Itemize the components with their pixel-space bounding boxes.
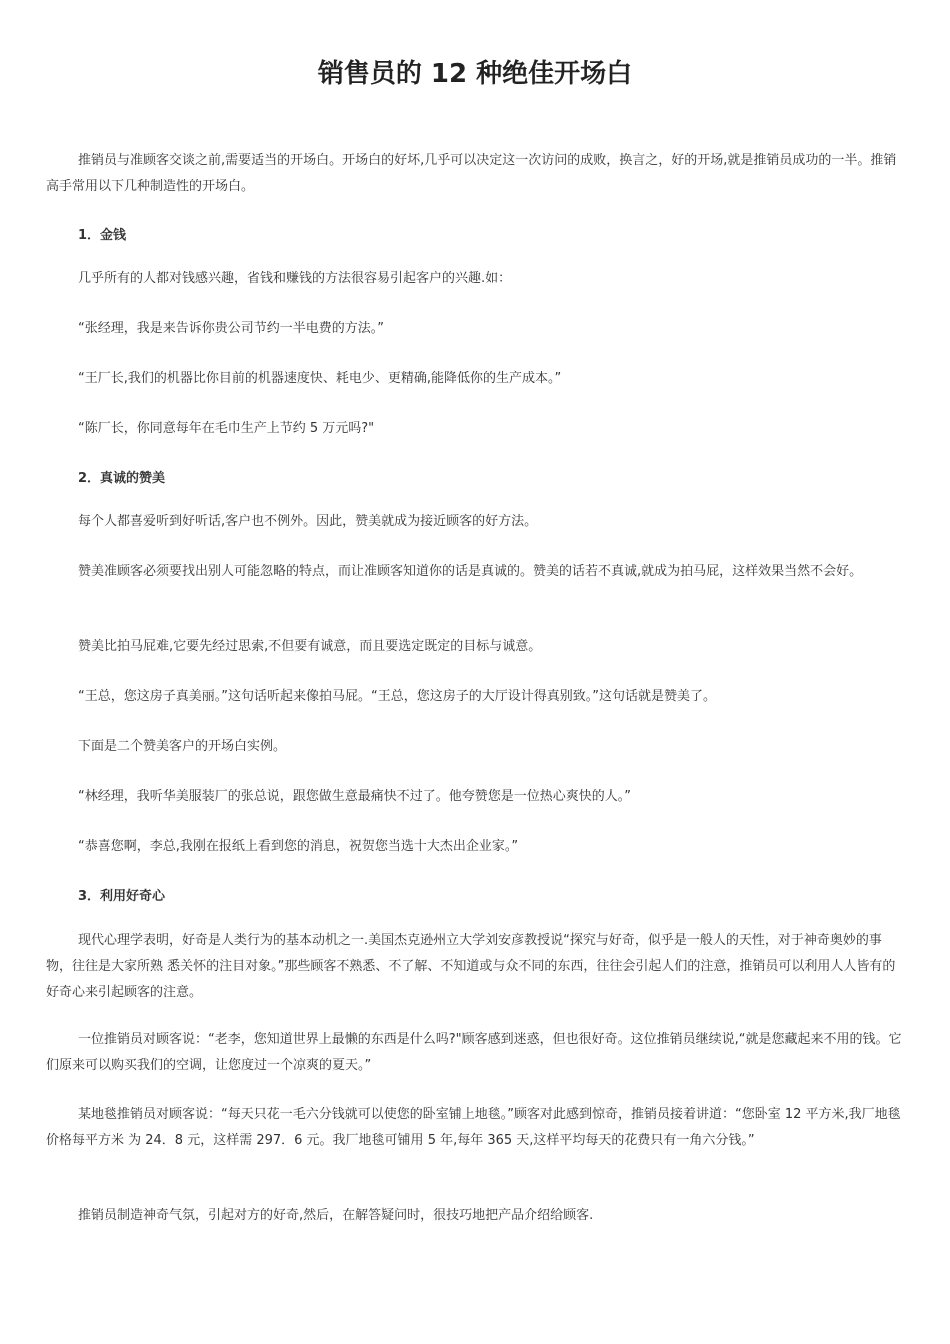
paragraph: “王总，您这房子真美丽。”这句话听起来像拍马屁。“王总，您这房子的大厅设计得真别致。”这句话就是赞美了。 [78, 689, 716, 704]
quote-paragraph: “王厂长,我们的机器比你目前的机器速度快、耗电少、更精确,能降低你的生产成本。” [78, 371, 562, 386]
quote-paragraph: “林经理，我听华美服装厂的张总说，跟您做生意最痛快不过了。他夸赞您是一位热心爽快的人。” [78, 789, 631, 804]
section-heading-money: 1．金钱 [78, 228, 127, 243]
quote-paragraph: “恭喜您啊，李总,我刚在报纸上看到您的消息，祝贺您当选十大杰出企业家。” [78, 839, 519, 854]
paragraph: 某地毯推销员对顾客说：“每天只花一毛六分钱就可以使您的卧室铺上地毯。”顾客对此感到惊奇，推销员接着讲道：“您卧室 12 平方米,我厂地毯价格每平方米 为 24．8 元，这样需 297．6 元。我厂地毯可铺用 5 年,每年 365 天,这样平均每天的花费只有一角六分钱。” [46, 1107, 901, 1148]
quote-paragraph: “张经理，我是来告诉你贵公司节约一半电费的方法。” [78, 321, 384, 336]
paragraph: 几乎所有的人都对钱感兴趣，省钱和赚钱的方法很容易引起客户的兴趣.如： [78, 271, 512, 286]
paragraph: 赞美准顾客必须要找出别人可能忽略的特点，而让准顾客知道你的话是真诚的。赞美的话若不真诚,就成为拍马屁，这样效果当然不会好。 [78, 564, 863, 579]
quote-paragraph: “陈厂长，你同意每年在毛巾生产上节约 5 万元吗?" [78, 421, 375, 436]
paragraph: 推销员制造神奇气氛，引起对方的好奇,然后，在解答疑问时，很技巧地把产品介绍给顾客. [78, 1208, 594, 1223]
paragraph: 赞美比拍马屁难,它要先经过思索,不但要有诚意，而且要选定既定的目标与诚意。 [78, 639, 542, 654]
section-heading-curiosity: 3．利用好奇心 [78, 889, 166, 904]
paragraph: 一位推销员对顾客说：“老李，您知道世界上最懒的东西是什么吗?"顾客感到迷惑，但也很好奇。这位推销员继续说,“就是您藏起来不用的钱。它们原来可以购买我们的空调，让您度过一个凉爽的夏天。” [46, 1032, 902, 1073]
intro-paragraph: 推销员与准顾客交谈之前,需要适当的开场白。开场白的好坏,几乎可以决定这一次访问的成败，换言之，好的开场,就是推销员成功的一半。推销高手常用以下几种制造性的开场白。 [46, 153, 897, 194]
paragraph: 每个人都喜爱听到好听话,客户也不例外。因此，赞美就成为接近顾客的好方法。 [78, 514, 538, 529]
paragraph: 现代心理学表明，好奇是人类行为的基本动机之一.美国杰克逊州立大学刘安彦教授说“探究与好奇，似乎是一般人的天性，对于神奇奥妙的事物，往往是大家所熟 悉关怀的注目对象。”那些顾客不熟悉、不了解、不知道或与众不同的东西，往往会引起人们的注意，推销员可以利用人人皆有的好奇心来引起顾客的注意。 [46, 933, 896, 1000]
page-title: 销售员的 12 种绝佳开场白 [317, 59, 633, 89]
section-heading-praise: 2．真诚的赞美 [78, 471, 166, 486]
paragraph: 下面是二个赞美客户的开场白实例。 [78, 739, 287, 754]
